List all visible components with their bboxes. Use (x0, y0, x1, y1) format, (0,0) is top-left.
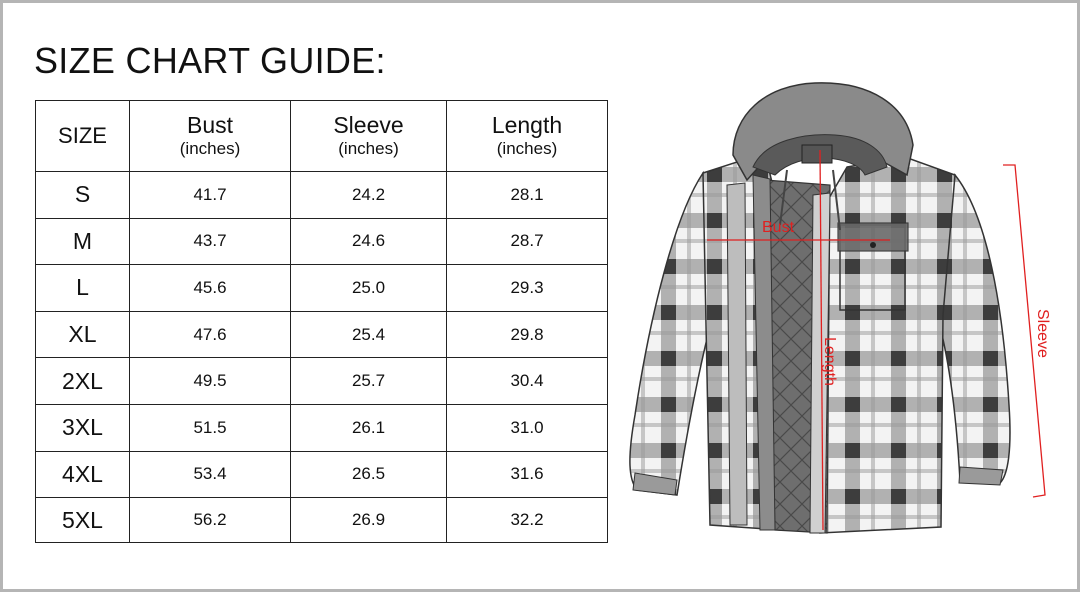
sleeve-cell: 24.6 (291, 218, 447, 265)
right-cuff (959, 467, 1003, 485)
jacket-diagram (615, 75, 1080, 575)
header-sleeve-unit: (inches) (338, 139, 399, 158)
size-cell: M (36, 218, 130, 265)
header-bust (130, 101, 291, 172)
sleeve-cell: 26.1 (291, 404, 447, 451)
header-sleeve-label: Sleeve (333, 112, 404, 138)
length-cell: 28.1 (447, 172, 608, 219)
page-title: SIZE CHART GUIDE: (34, 40, 386, 81)
header-length-unit: (inches) (496, 139, 558, 158)
header-bust-label: Bust (186, 112, 234, 138)
jacket-illustration (615, 75, 1080, 575)
bust-cell: 53.4 (130, 451, 291, 498)
bust-cell: 43.7 (130, 218, 291, 265)
header-size: SIZE (36, 101, 130, 172)
size-rows (36, 172, 608, 543)
size-cell: XL (36, 311, 130, 358)
left-sleeve (630, 173, 713, 495)
sleeve-cell: 25.7 (291, 358, 447, 405)
table-row (36, 451, 608, 498)
table-row (36, 311, 608, 358)
bust-cell: 56.2 (130, 498, 291, 543)
bust-cell: 41.7 (130, 172, 291, 219)
header-sleeve (291, 101, 447, 172)
brand-label (802, 145, 832, 163)
sleeve-cell: 25.4 (291, 311, 447, 358)
header-bust-unit: (inches) (179, 139, 241, 158)
length-cell: 32.2 (447, 498, 608, 543)
size-cell: 2XL (36, 358, 130, 405)
size-cell: L (36, 265, 130, 312)
size-cell: S (36, 172, 130, 219)
bust-cell: 49.5 (130, 358, 291, 405)
table-header-row (36, 101, 608, 172)
sleeve-cell: 24.2 (291, 172, 447, 219)
length-cell: 31.0 (447, 404, 608, 451)
table-row (36, 265, 608, 312)
left-placket (727, 183, 747, 525)
header-length-label: Length (491, 112, 563, 138)
length-cell: 29.8 (447, 311, 608, 358)
length-cell: 29.3 (447, 265, 608, 312)
length-cell: 28.7 (447, 218, 608, 265)
sleeve-cell: 26.5 (291, 451, 447, 498)
sleeve-cell: 26.9 (291, 498, 447, 543)
table-row (36, 172, 608, 219)
bust-label: Bust (762, 219, 795, 236)
sleeve-cell: 25.0 (291, 265, 447, 312)
table-row (36, 498, 608, 543)
table-row (36, 404, 608, 451)
size-chart-table (35, 100, 608, 543)
header-length (447, 101, 608, 172)
bust-cell: 47.6 (130, 311, 291, 358)
length-cell: 30.4 (447, 358, 608, 405)
size-cell: 5XL (36, 498, 130, 543)
pocket-button (870, 242, 876, 248)
body-right-panel (820, 157, 955, 533)
length-label: Length (821, 337, 838, 386)
size-cell: 3XL (36, 404, 130, 451)
size-cell: 4XL (36, 451, 130, 498)
table-row (36, 358, 608, 405)
bust-cell: 51.5 (130, 404, 291, 451)
bust-cell: 45.6 (130, 265, 291, 312)
table-row (36, 218, 608, 265)
sleeve-label: Sleeve (1034, 309, 1051, 358)
length-cell: 31.6 (447, 451, 608, 498)
